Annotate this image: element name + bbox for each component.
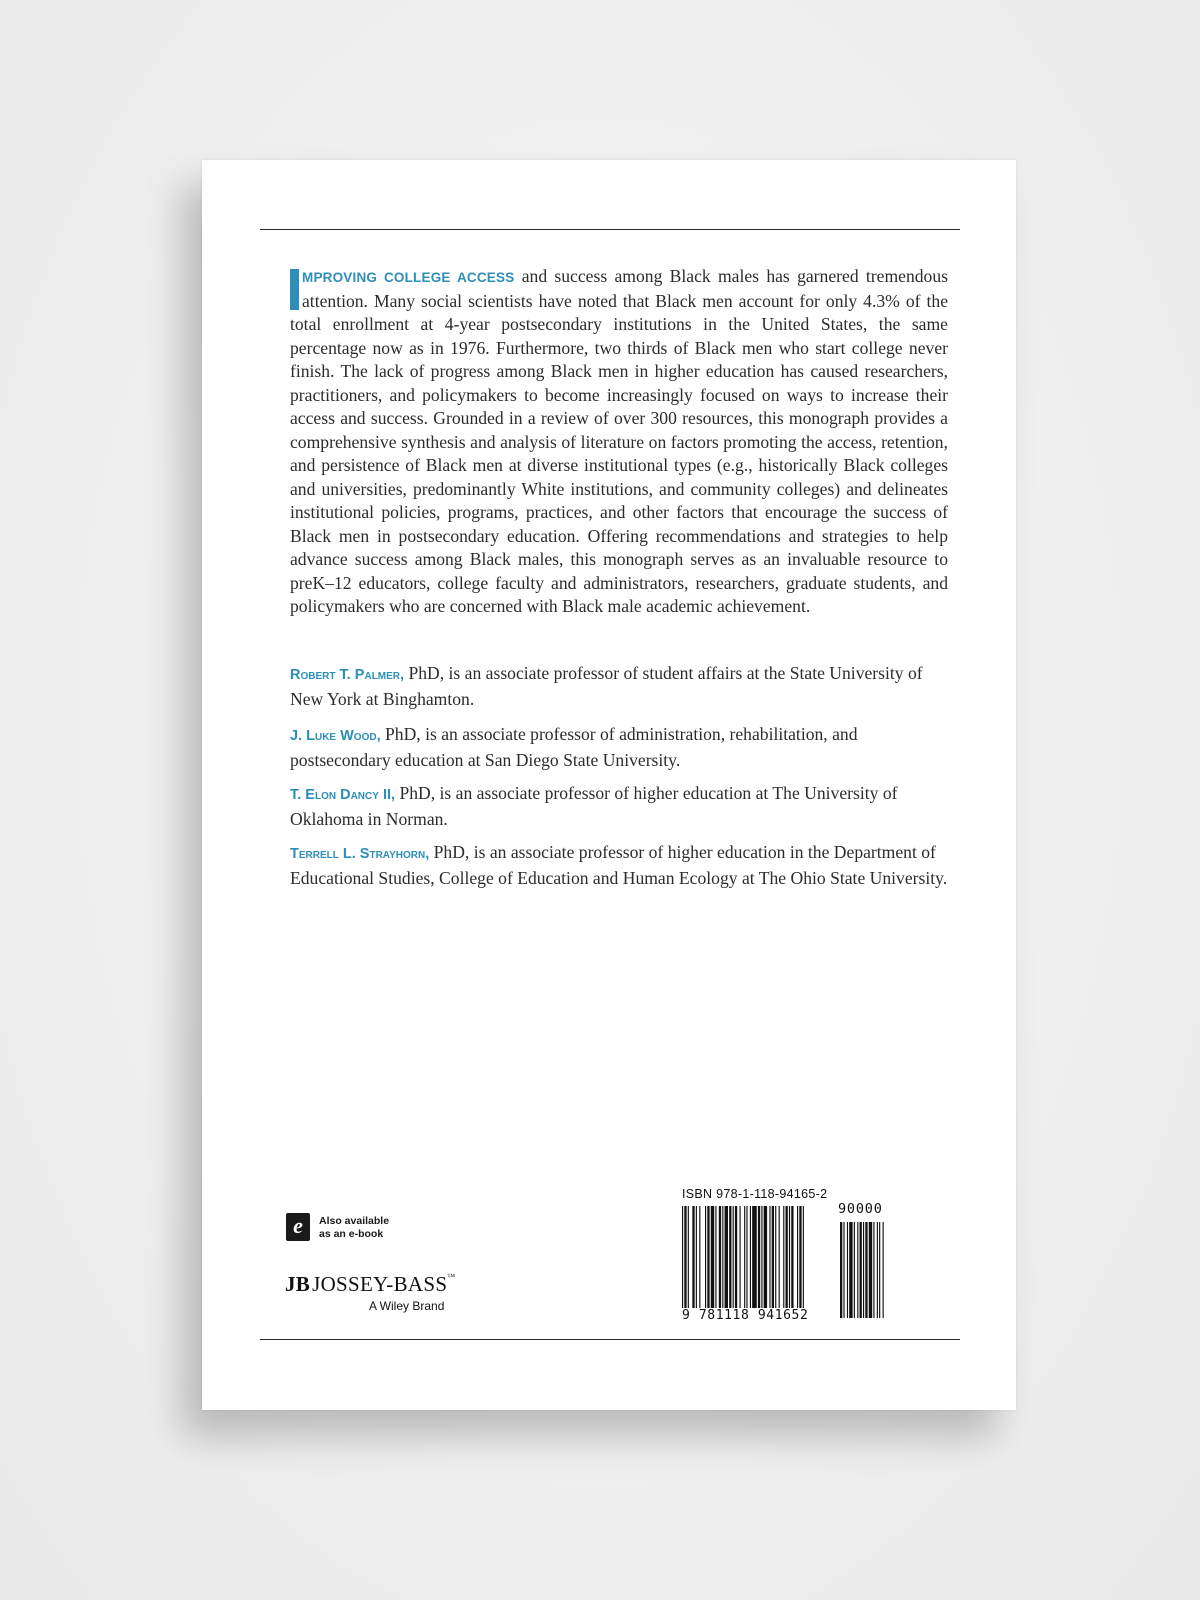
author-name: Terrell L. Strayhorn, [290,846,430,862]
author-name: J. Luke Wood, [290,728,381,744]
barcode-digits: 9 781118 941652 [682,1308,832,1323]
barcode-addon-digits: 90000 [838,1201,883,1217]
author-name: Robert T. Palmer, [290,667,405,683]
author-bio-text: PhD, is an associate professor of higher education in the Department of Educational Studies, College of Education and Human Ecology at The Ohio State University. [290,842,948,888]
trademark: ™ [447,1272,456,1281]
author-bio [290,723,950,772]
publisher-name [285,1272,485,1297]
publisher-subtitle: A Wiley Brand [369,1299,445,1313]
ebook-line-1: Also available [319,1215,390,1227]
author-bio [290,782,950,831]
publisher-name-text: JOSSEY-BASS [312,1272,448,1296]
author-bio [290,662,950,711]
publisher-logo [285,1272,485,1313]
e-book-icon: e [286,1213,310,1241]
barcode-bars [678,1202,898,1320]
top-rule [260,229,960,230]
isbn-label: ISBN 978-1-118-94165-2 [682,1187,828,1201]
ebook-notice-text [319,1215,439,1240]
jb-logo-icon: JB [285,1272,311,1296]
drop-cap-i [290,269,299,310]
author-name: T. Elon Dancy II, [290,787,396,803]
author-bio [290,841,950,890]
author-bio-text: PhD, is an associate professor of higher education at The University of Oklahoma in Norman. [290,783,898,829]
isbn-barcode [678,1202,898,1320]
ebook-line-2: as an e-book [319,1227,384,1240]
description-lead-caps: MPROVING COLLEGE ACCESS [302,270,515,285]
author-bio-text: PhD, is an associate professor of student affairs at the State University of New York at Binghamton. [290,663,923,709]
description-text: and success among Black males has garnered tremendous attention. Many social scientists have noted that Black men account for only 4.3% of the total enrollment at 4-year postsecondary institutions in the United States, the same percentage now as in 1976. Furthermore, two thirds of Black men who start college never finish. The lack of progress among Black men in higher education has caused researchers, practitioners, and policymakers to become increasingly focused on ways to increase their access and success. Grounded in a review of over 300 resources, this monograph provides a comprehensive synthesis and analysis of literature on factors promoting the access, retention, and persistence of Black men at diverse institutional types (e.g., historically Black colleges and universities, predominantly White institutions, and community colleges) and delineates institutional policies, programs, practices, and other factors that encourage the success of Black men in postsecondary education. Offering recommendations and strategies to help advance success among Black males, this monograph serves as an invaluable resource to preK–12 educators, college faculty and administrators, researchers, graduate students, and policymakers who are concerned with Black male academic achievement. [290,266,948,616]
author-bio-text: PhD, is an associate professor of administration, rehabilitation, and postsecondary education at San Diego State University. [290,724,858,770]
book-back-cover [202,160,1016,1410]
bottom-rule [260,1339,960,1340]
book-description [290,265,948,619]
